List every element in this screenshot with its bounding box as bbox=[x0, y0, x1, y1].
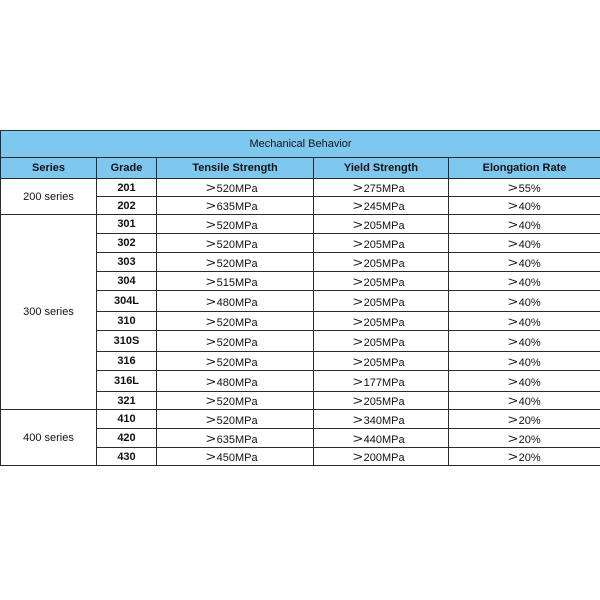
tensile-cell bbox=[157, 215, 314, 234]
yield-cell-value: 205MPa bbox=[363, 219, 405, 232]
elongation-cell-value: 40% bbox=[518, 201, 541, 213]
yield-cell-value: 205MPa bbox=[363, 257, 405, 270]
elongation-cell-value: 55% bbox=[518, 183, 541, 195]
yield-cell-value: 205MPa bbox=[363, 296, 405, 309]
greater-than-symbol: > bbox=[507, 254, 518, 270]
yield-cell bbox=[314, 312, 449, 331]
greater-than-symbol: > bbox=[205, 333, 216, 349]
grade-cell: 304L bbox=[97, 291, 157, 312]
grade-cell: 316L bbox=[97, 371, 157, 392]
elongation-cell-value: 20% bbox=[518, 452, 541, 464]
yield-cell-value: 205MPa bbox=[363, 238, 405, 251]
grade-cell: 310S bbox=[97, 331, 157, 352]
greater-than-symbol: > bbox=[352, 373, 363, 389]
tensile-cell-value: 450MPa bbox=[216, 452, 258, 464]
tensile-cell-value: 520MPa bbox=[216, 336, 258, 349]
table-row bbox=[1, 179, 600, 197]
greater-than-symbol: > bbox=[507, 411, 518, 427]
elongation-cell bbox=[449, 253, 600, 272]
grade-cell: 301 bbox=[97, 215, 157, 234]
tensile-cell bbox=[157, 253, 314, 272]
yield-cell-value: 177MPa bbox=[363, 376, 405, 389]
greater-than-symbol: > bbox=[352, 353, 363, 369]
greater-than-symbol: > bbox=[507, 393, 518, 408]
table-body bbox=[1, 179, 600, 466]
elongation-cell-value: 40% bbox=[518, 316, 541, 329]
yield-cell-value: 340MPa bbox=[363, 414, 405, 427]
greater-than-symbol: > bbox=[507, 198, 518, 213]
yield-cell bbox=[314, 392, 449, 410]
tensile-cell bbox=[157, 197, 314, 215]
greater-than-symbol: > bbox=[205, 180, 216, 195]
grade-cell: 304 bbox=[97, 272, 157, 291]
header-yield-strength: Yield Strength bbox=[314, 158, 449, 179]
yield-cell-value: 200MPa bbox=[363, 452, 405, 464]
greater-than-symbol: > bbox=[507, 449, 518, 464]
yield-cell bbox=[314, 371, 449, 392]
elongation-cell-value: 40% bbox=[518, 296, 541, 309]
grade-cell: 302 bbox=[97, 234, 157, 253]
yield-cell-value: 205MPa bbox=[363, 356, 405, 369]
greater-than-symbol: > bbox=[507, 273, 518, 289]
elongation-cell bbox=[449, 179, 600, 197]
tensile-cell-value: 520MPa bbox=[216, 414, 258, 427]
grade-cell: 202 bbox=[97, 197, 157, 215]
tensile-cell-value: 635MPa bbox=[216, 433, 258, 446]
tensile-cell bbox=[157, 410, 314, 429]
greater-than-symbol: > bbox=[507, 180, 518, 195]
tensile-cell bbox=[157, 272, 314, 291]
greater-than-symbol: > bbox=[507, 430, 518, 446]
greater-than-symbol: > bbox=[205, 411, 216, 427]
elongation-cell bbox=[449, 352, 600, 371]
table-title: Mechanical Behavior bbox=[1, 131, 600, 158]
greater-than-symbol: > bbox=[205, 216, 216, 232]
greater-than-symbol: > bbox=[205, 373, 216, 389]
elongation-cell-value: 40% bbox=[518, 396, 541, 408]
greater-than-symbol: > bbox=[507, 216, 518, 232]
header-series: Series bbox=[1, 158, 97, 179]
tensile-cell-value: 520MPa bbox=[216, 183, 258, 195]
tensile-cell-value: 480MPa bbox=[216, 296, 258, 309]
tensile-cell bbox=[157, 331, 314, 352]
yield-cell bbox=[314, 272, 449, 291]
table-row bbox=[1, 215, 600, 234]
greater-than-symbol: > bbox=[205, 198, 216, 213]
elongation-cell bbox=[449, 197, 600, 215]
elongation-cell bbox=[449, 448, 600, 466]
series-cell: 200 series bbox=[1, 179, 97, 215]
elongation-cell bbox=[449, 371, 600, 392]
greater-than-symbol: > bbox=[352, 216, 363, 232]
yield-cell-value: 245MPa bbox=[363, 201, 405, 213]
greater-than-symbol: > bbox=[507, 333, 518, 349]
elongation-cell-value: 40% bbox=[518, 336, 541, 349]
tensile-cell bbox=[157, 312, 314, 331]
yield-cell-value: 205MPa bbox=[363, 276, 405, 289]
greater-than-symbol: > bbox=[352, 198, 363, 213]
grade-cell: 201 bbox=[97, 179, 157, 197]
tensile-cell bbox=[157, 291, 314, 312]
tensile-cell-value: 520MPa bbox=[216, 396, 258, 408]
elongation-cell-value: 20% bbox=[518, 414, 541, 427]
elongation-cell-value: 40% bbox=[518, 257, 541, 270]
greater-than-symbol: > bbox=[205, 430, 216, 446]
tensile-cell-value: 515MPa bbox=[216, 276, 258, 289]
header-grade: Grade bbox=[97, 158, 157, 179]
elongation-cell-value: 40% bbox=[518, 276, 541, 289]
greater-than-symbol: > bbox=[507, 353, 518, 369]
grade-cell: 420 bbox=[97, 429, 157, 448]
yield-cell bbox=[314, 234, 449, 253]
yield-cell-value: 205MPa bbox=[363, 396, 405, 408]
series-cell: 300 series bbox=[1, 215, 97, 410]
yield-cell-value: 440MPa bbox=[363, 433, 405, 446]
greater-than-symbol: > bbox=[205, 353, 216, 369]
elongation-cell bbox=[449, 291, 600, 312]
greater-than-symbol: > bbox=[205, 393, 216, 408]
tensile-cell bbox=[157, 429, 314, 448]
tensile-cell bbox=[157, 179, 314, 197]
tensile-cell bbox=[157, 234, 314, 253]
elongation-cell bbox=[449, 312, 600, 331]
yield-cell-value: 205MPa bbox=[363, 336, 405, 349]
greater-than-symbol: > bbox=[205, 235, 216, 251]
elongation-cell bbox=[449, 392, 600, 410]
elongation-cell bbox=[449, 410, 600, 429]
greater-than-symbol: > bbox=[205, 449, 216, 464]
tensile-cell-value: 480MPa bbox=[216, 376, 258, 389]
yield-cell-value: 205MPa bbox=[363, 316, 405, 329]
tensile-cell-value: 520MPa bbox=[216, 257, 258, 270]
tensile-cell-value: 520MPa bbox=[216, 356, 258, 369]
greater-than-symbol: > bbox=[507, 313, 518, 329]
yield-cell bbox=[314, 215, 449, 234]
yield-cell bbox=[314, 352, 449, 371]
greater-than-symbol: > bbox=[507, 373, 518, 389]
mechanical-behavior-table bbox=[0, 130, 600, 466]
yield-cell bbox=[314, 410, 449, 429]
elongation-cell bbox=[449, 429, 600, 448]
tensile-cell bbox=[157, 448, 314, 466]
series-cell: 400 series bbox=[1, 410, 97, 466]
greater-than-symbol: > bbox=[352, 254, 363, 270]
grade-cell: 316 bbox=[97, 352, 157, 371]
yield-cell bbox=[314, 448, 449, 466]
tensile-cell bbox=[157, 352, 314, 371]
elongation-cell bbox=[449, 331, 600, 352]
elongation-cell-value: 40% bbox=[518, 356, 541, 369]
greater-than-symbol: > bbox=[507, 235, 518, 251]
yield-cell bbox=[314, 179, 449, 197]
tensile-cell-value: 520MPa bbox=[216, 219, 258, 232]
yield-cell-value: 275MPa bbox=[363, 183, 405, 195]
grade-cell: 410 bbox=[97, 410, 157, 429]
header-tensile-strength: Tensile Strength bbox=[157, 158, 314, 179]
greater-than-symbol: > bbox=[352, 313, 363, 329]
greater-than-symbol: > bbox=[205, 254, 216, 270]
elongation-cell-value: 40% bbox=[518, 376, 541, 389]
greater-than-symbol: > bbox=[507, 293, 518, 309]
greater-than-symbol: > bbox=[352, 273, 363, 289]
greater-than-symbol: > bbox=[352, 333, 363, 349]
elongation-cell bbox=[449, 272, 600, 291]
grade-cell: 303 bbox=[97, 253, 157, 272]
tensile-cell-value: 520MPa bbox=[216, 316, 258, 329]
grade-cell: 310 bbox=[97, 312, 157, 331]
header-elongation-rate: Elongation Rate bbox=[449, 158, 600, 179]
grade-cell: 321 bbox=[97, 392, 157, 410]
greater-than-symbol: > bbox=[352, 411, 363, 427]
elongation-cell-value: 40% bbox=[518, 238, 541, 251]
tensile-cell-value: 520MPa bbox=[216, 238, 258, 251]
elongation-cell bbox=[449, 215, 600, 234]
yield-cell bbox=[314, 429, 449, 448]
yield-cell bbox=[314, 291, 449, 312]
greater-than-symbol: > bbox=[352, 393, 363, 408]
tensile-cell bbox=[157, 392, 314, 410]
yield-cell bbox=[314, 197, 449, 215]
greater-than-symbol: > bbox=[352, 180, 363, 195]
greater-than-symbol: > bbox=[205, 313, 216, 329]
greater-than-symbol: > bbox=[352, 235, 363, 251]
table-row bbox=[1, 410, 600, 429]
greater-than-symbol: > bbox=[205, 273, 216, 289]
greater-than-symbol: > bbox=[352, 449, 363, 464]
elongation-cell bbox=[449, 234, 600, 253]
yield-cell bbox=[314, 331, 449, 352]
greater-than-symbol: > bbox=[352, 430, 363, 446]
grade-cell: 430 bbox=[97, 448, 157, 466]
greater-than-symbol: > bbox=[205, 293, 216, 309]
tensile-cell bbox=[157, 371, 314, 392]
elongation-cell-value: 40% bbox=[518, 219, 541, 232]
yield-cell bbox=[314, 253, 449, 272]
greater-than-symbol: > bbox=[352, 293, 363, 309]
elongation-cell-value: 20% bbox=[518, 433, 541, 446]
tensile-cell-value: 635MPa bbox=[216, 201, 258, 213]
